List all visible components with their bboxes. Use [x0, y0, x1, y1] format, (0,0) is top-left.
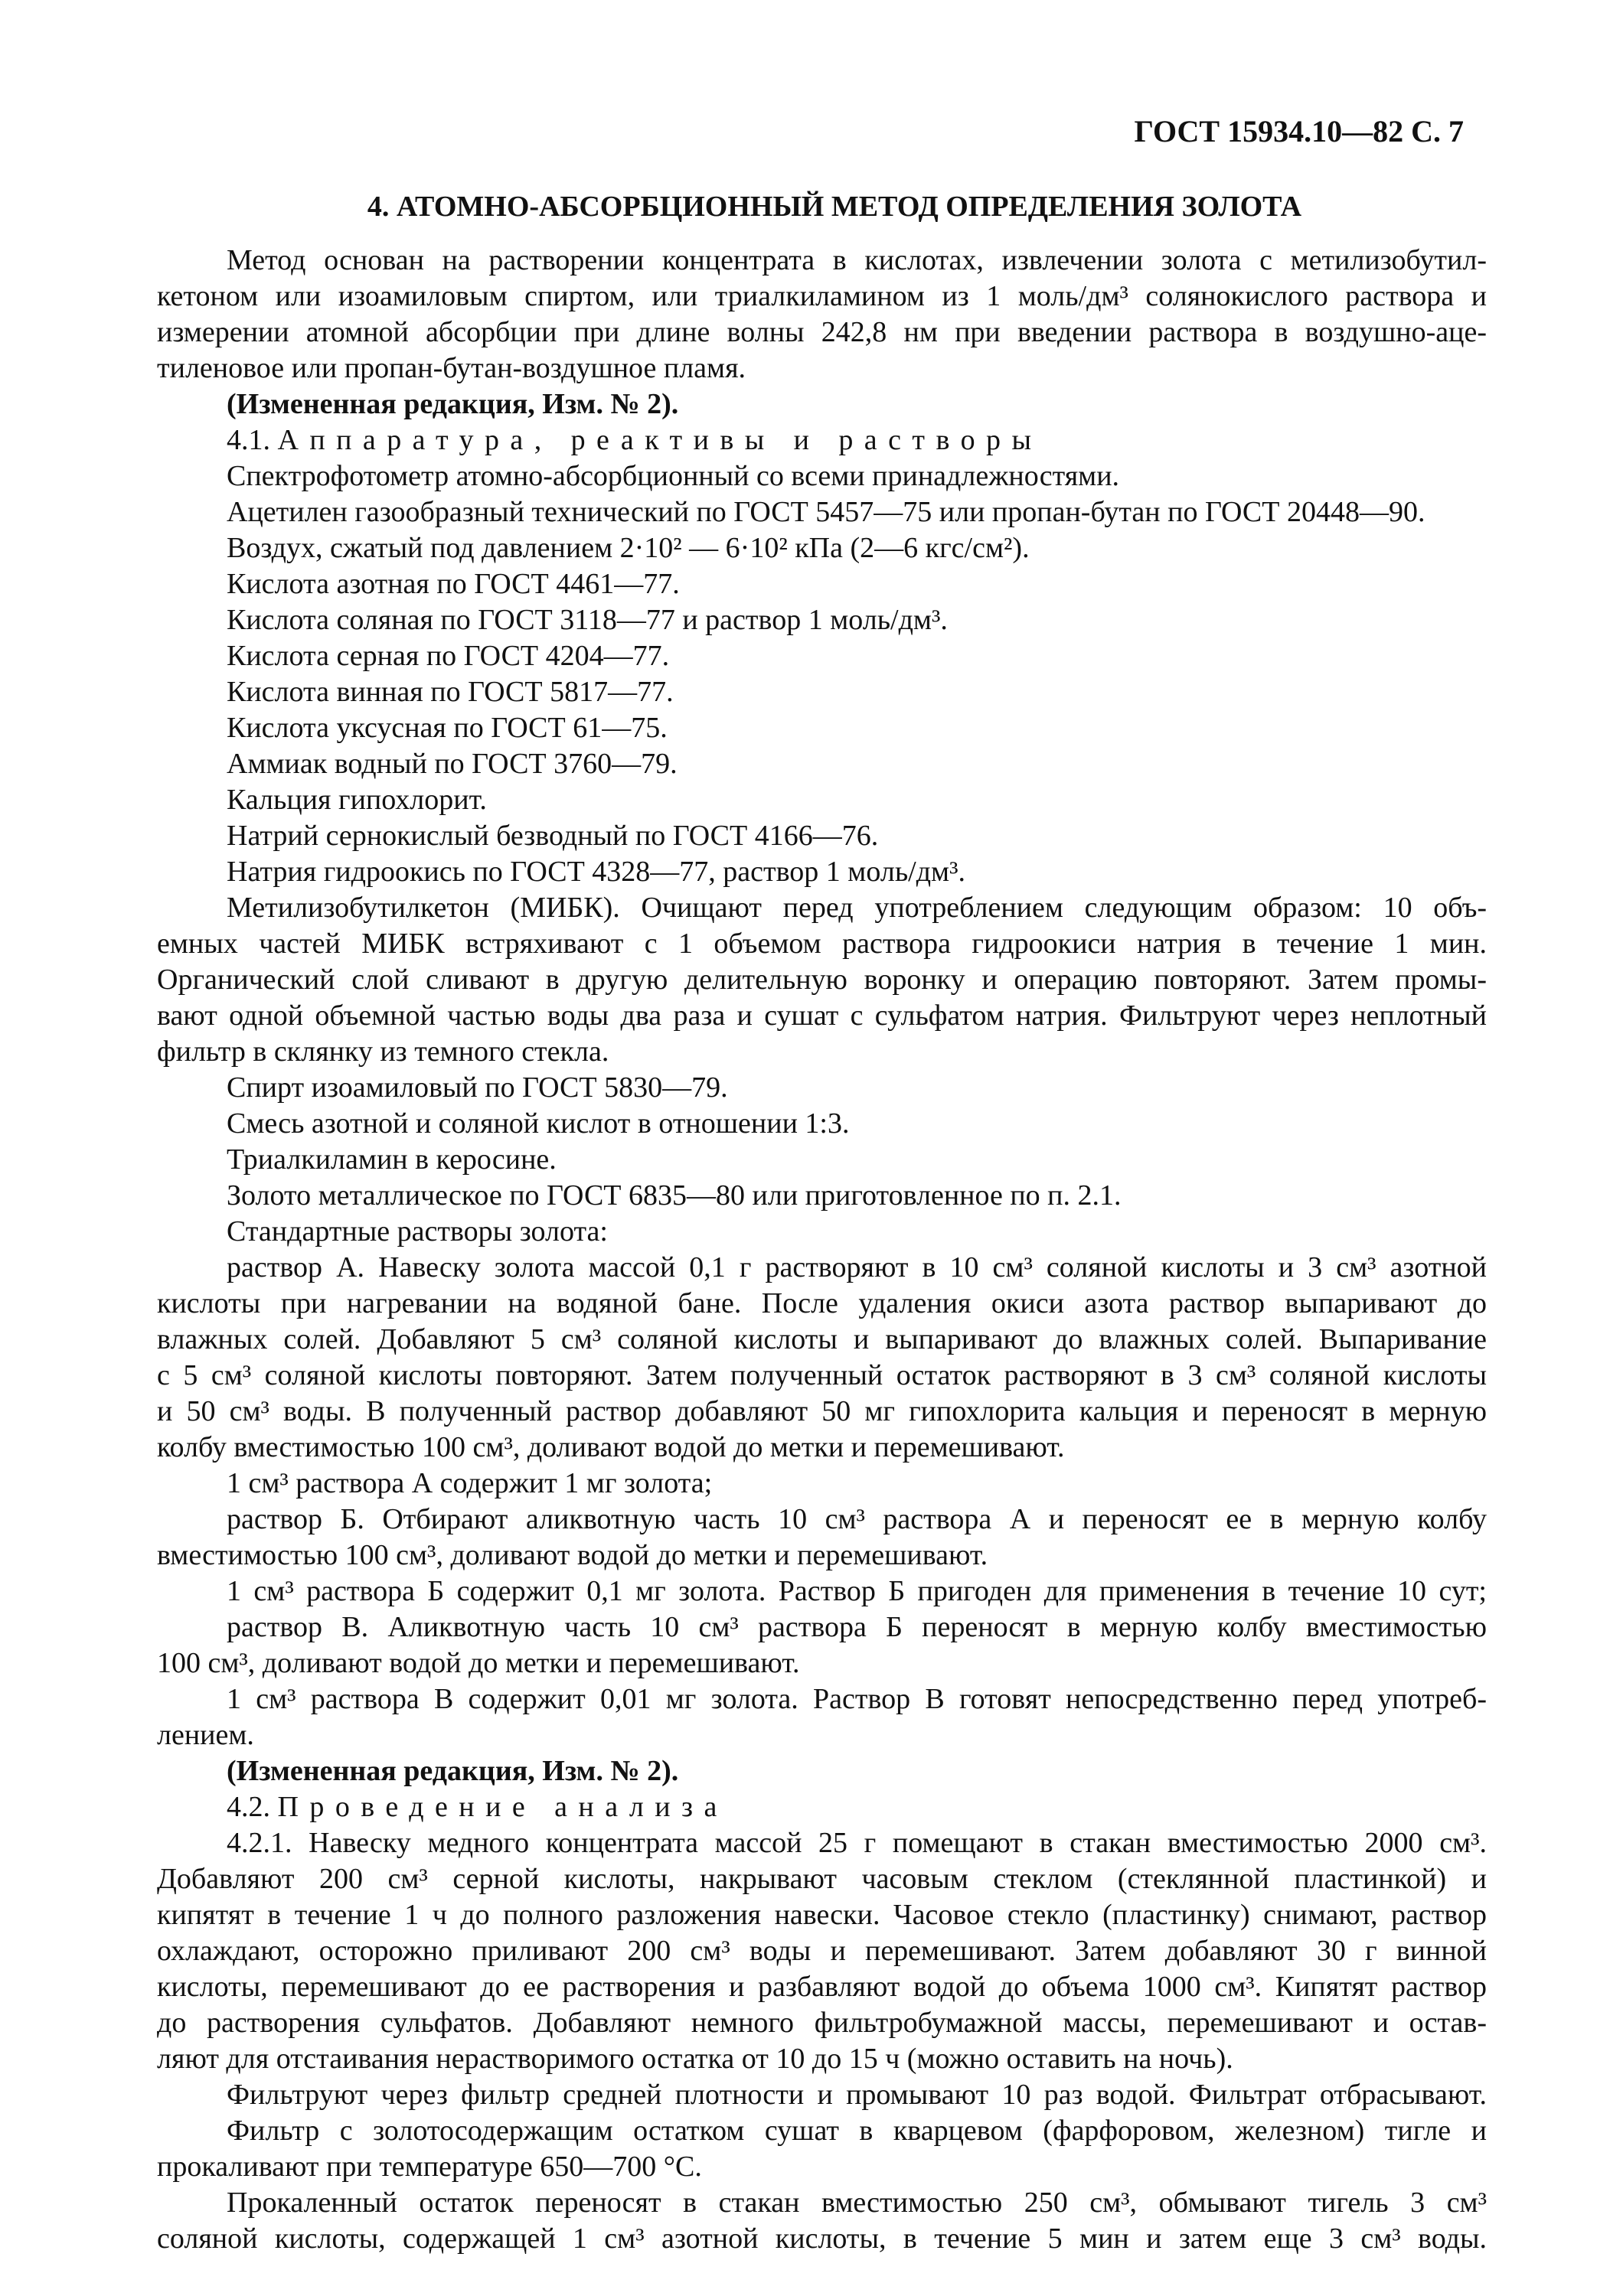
text-line: вместимостью 100 см³, доливают водой до метки и перемешивают.	[157, 1539, 988, 1571]
text-line: Метилизобутилкетон (МИБК). Очищают перед употреблением следующим образом: 10 объ-	[227, 892, 1487, 924]
text-line: измерении атомной абсорбции при длине волны 242,8 нм при введении раствора в воздушно-аце-	[157, 316, 1487, 348]
text-line: Спирт изоамиловый по ГОСТ 5830—79.	[227, 1071, 728, 1104]
document-body	[157, 243, 1487, 2257]
text-line: Спектрофотометр атомно-абсорбционный со всеми принадлежностями.	[227, 460, 1120, 492]
text-line: кетоном или изоамиловым спиртом, или триалкиламином из 1 моль/дм³ солянокислого раствора и	[157, 280, 1487, 312]
text-line: Прокаленный остаток переносят в стакан вместимостью 250 см³, обмывают тигель 3 см³	[227, 2187, 1487, 2219]
text-line: и 50 см³ воды. В полученный раствор добавляют 50 мг гипохлорита кальция и переносят в мерную	[157, 1395, 1487, 1427]
text-line: Добавляют 200 см³ серной кислоты, накрывают часовым стеклом (стеклянной пластинкой) и	[157, 1863, 1487, 1895]
text-line: раствор В. Аликвотную часть 10 см³ раствора Б переносят в мерную колбу вместимостью	[227, 1611, 1487, 1643]
text-line: Метод основан на растворении концентрата в кислотах, извлечении золота с метилизобутил-	[227, 244, 1487, 276]
text-line: с 5 см³ соляной кислоты повторяют. Затем полученный остаток растворяют в 3 см³ соляной кислоты	[157, 1359, 1487, 1391]
text-line: ляют для отстаивания нерастворимого остатка от 10 до 15 ч (можно оставить на ночь).	[157, 2043, 1233, 2075]
section-title: 4. АТОМНО-АБСОРБЦИОННЫЙ МЕТОД ОПРЕДЕЛЕНИЯ ЗОЛОТА	[367, 191, 1302, 223]
text-line: Кислота азотная по ГОСТ 4461—77.	[227, 568, 680, 600]
text-line: лением.	[157, 1719, 254, 1751]
text-line: тиленовое или пропан-бутан-воздушное пламя.	[157, 352, 746, 384]
text-line: охлаждают, осторожно приливают 200 см³ воды и перемешивают. Затем добавляют 30 г винной	[157, 1935, 1487, 1967]
text-line: Золото металлическое по ГОСТ 6835—80 или приготовленное по п. 2.1.	[227, 1179, 1122, 1212]
text-line: Смесь азотной и соляной кислот в отношении 1:3.	[227, 1107, 850, 1140]
text-line: 1 см³ раствора В содержит 0,01 мг золота. Раствор В готовят непосредственно перед употреб-	[227, 1683, 1487, 1715]
text-line: Кислота соляная по ГОСТ 3118—77 и раствор 1 моль/дм³.	[227, 604, 948, 636]
text-line: колбу вместимостью 100 см³, доливают водой до метки и перемешивают.	[157, 1431, 1065, 1463]
text-line: 100 см³, доливают водой до метки и перемешивают.	[157, 1647, 800, 1679]
text-line: Натрия гидроокись по ГОСТ 4328—77, раствор 1 моль/дм³.	[227, 856, 965, 888]
text-line: прокаливают при температуре 650—700 °С.	[157, 2151, 702, 2183]
subsection-number: 4.1.	[227, 424, 270, 456]
page-header: ГОСТ 15934.10—82 С. 7	[1134, 114, 1464, 148]
text-line: Фильтруют через фильтр средней плотности и промывают 10 раз водой. Фильтрат отбрасывают.	[227, 2079, 1487, 2111]
text-line: кипятят в течение 1 ч до полного разложения навески. Часовое стекло (пластинку) снимают, раствор	[157, 1899, 1487, 1931]
text-line: раствор А. Навеску золота массой 0,1 г растворяют в 10 см³ соляной кислоты и 3 см³ азотной	[227, 1251, 1487, 1283]
text-line: вают одной объемной частью воды два раза и сушат с сульфатом натрия. Фильтруют через неплотный	[157, 1000, 1487, 1032]
text-line: Органический слой сливают в другую делительную воронку и операцию повторяют. Затем промы-	[157, 964, 1487, 996]
text-line: емных частей МИБК встряхивают с 1 объемом раствора гидроокиси натрия в течение 1 мин.	[157, 928, 1487, 960]
text-line: кислоты, перемешивают до ее растворения и разбавляют водой до объема 1000 см³. Кипятят раствор	[157, 1971, 1487, 2003]
subsection-title: Проведение анализа	[277, 1791, 728, 1823]
subsection-heading	[157, 1789, 1487, 1825]
text-line: Стандартные растворы золота:	[227, 1215, 608, 1247]
text-line: Натрий сернокислый безводный по ГОСТ 4166—76.	[227, 820, 879, 852]
subsection-heading	[157, 422, 1487, 458]
text-line: Кислота винная по ГОСТ 5817—77.	[227, 676, 674, 708]
text-line: Воздух, сжатый под давлением 2·10² — 6·10² кПа (2—6 кгс/см²).	[227, 532, 1030, 564]
amendment-note: (Измененная редакция, Изм. № 2).	[227, 388, 679, 420]
text-line: фильтр в склянку из темного стекла.	[157, 1035, 609, 1068]
text-line: влажных солей. Добавляют 5 см³ соляной кислоты и выпаривают до влажных солей. Выпаривание	[157, 1323, 1487, 1355]
text-line: Фильтр с золотосодержащим остатком сушат в кварцевом (фарфоровом, железном) тигле и	[227, 2115, 1487, 2147]
text-line: Кислота уксусная по ГОСТ 61—75.	[227, 712, 668, 744]
text-line: кислоты при нагревании на водяной бане. После удаления окиси азота раствор выпаривают до	[157, 1287, 1487, 1319]
text-line: 4.2.1. Навеску медного концентрата массой 25 г помещают в стакан вместимостью 2000 см³.	[227, 1827, 1487, 1859]
text-line: Ацетилен газообразный технический по ГОСТ 5457—75 или пропан-бутан по ГОСТ 20448—90.	[227, 496, 1425, 528]
text-line: 1 см³ раствора А содержит 1 мг золота;	[227, 1467, 713, 1499]
text-line: соляной кислоты, содержащей 1 см³ азотной кислоты, в течение 5 мин и затем еще 3 см³ воды.	[157, 2223, 1487, 2255]
text-line: раствор Б. Отбирают аликвотную часть 10 см³ раствора А и переносят ее в мерную колбу	[227, 1503, 1487, 1535]
text-line: до растворения сульфатов. Добавляют немного фильтробумажной массы, перемешивают и остав-	[157, 2007, 1487, 2039]
text-line: Кислота серная по ГОСТ 4204—77.	[227, 640, 670, 672]
subsection-title: Аппаратура, реактивы и растворы	[277, 424, 1043, 456]
text-line: 1 см³ раствора Б содержит 0,1 мг золота. Раствор Б пригоден для применения в течение 10 сут;	[227, 1575, 1487, 1607]
amendment-note: (Измененная редакция, Изм. № 2).	[227, 1755, 679, 1787]
text-line: Кальция гипохлорит.	[227, 784, 487, 816]
text-line: Триалкиламин в керосине.	[227, 1143, 557, 1176]
subsection-number: 4.2.	[227, 1791, 270, 1823]
text-line: Аммиак водный по ГОСТ 3760—79.	[227, 748, 678, 780]
